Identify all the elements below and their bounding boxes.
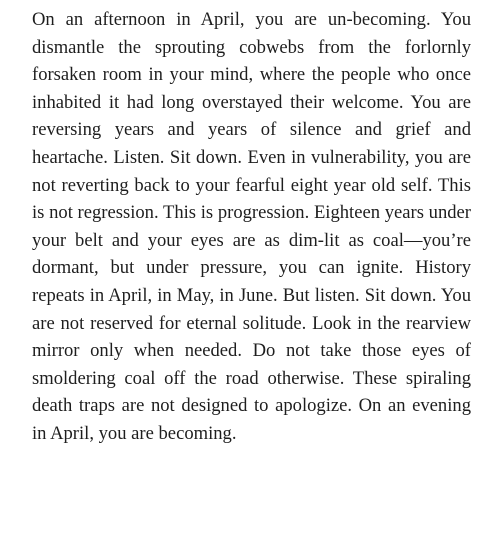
body-paragraph: On an afternoon in April, you are un-becoming. You dismantle the sprouting cobwebs from the forlornly forsaken room in your mind, where the people who once inhabited it had long overstayed their welcome. You are reversing years and years of silence and grief and heartache. Listen. Sit down. Even in vulnerability, you are not reverting back to your fearful eight year old self. This is not regression. This is progression. Eighteen years under your belt and your eyes are as dim-lit as coal—you’re dormant, but under pressure, you can ignite. History repeats in April, in May, in June. But listen. Sit down. You are not reserved for eternal solitude. Look in the rearview mirror only when needed. Do not take those eyes of smoldering coal off the road otherwise. These spiraling death traps are not designed to apologize. On an evening in April, you are becoming. <box>32 9 471 444</box>
